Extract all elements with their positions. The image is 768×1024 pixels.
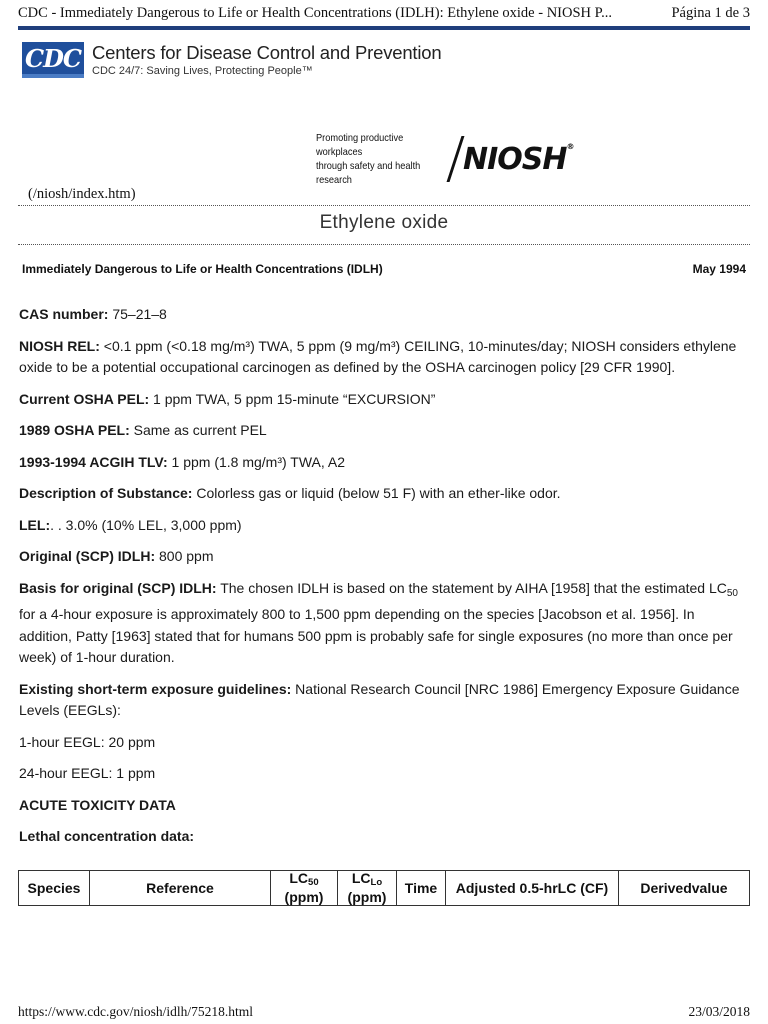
niosh-logo-text: NIOSH [463,141,567,177]
cas-label: CAS number: [19,306,109,322]
acgih-label: 1993-1994 ACGIH TLV: [19,453,168,470]
osha-1989-value: Same as current PEL [129,422,267,438]
lc50-main: LC [289,870,309,886]
cdc-banner[interactable] [22,40,441,80]
cas-value: 75–21–8 [108,306,167,322]
publication-date: May 1994 [692,262,746,276]
niosh-tagline [316,131,446,187]
col-derived: Derivedvalue [619,871,750,906]
cdc-name: Centers for Disease Control and Prevention [92,42,442,63]
niosh-index-link[interactable]: (/niosh/index.htm) [28,186,136,202]
eegl-24h: 24-hour EEGL: 1 ppm [19,765,156,781]
niosh-slash-mark [447,136,465,182]
idlh-subtitle: Immediately Dangerous to Life or Health Concentrations (IDLH) [22,262,383,276]
niosh-logo[interactable] [463,142,574,177]
original-idlh-label: Original (SCP) IDLH: [19,548,156,564]
rel-field [19,336,750,379]
osha-1989-label: 1989 OSHA PEL: [19,422,130,438]
print-header [18,0,750,26]
cdc-logo[interactable]: CDC [22,42,84,78]
col-adjusted: Adjusted 0.5-hrLC (CF) [446,871,619,906]
document-subheader [22,262,746,276]
basis-value-part2: for a 4-hour exposure is approximately 800 to 1,500 ppm depending on the species [Jacobson et al. 1956]. In addition, Patty [1963] stated that for humans 500 ppm is probably safe for single exposures (no more than once per week) of 1-hour duration. [19,606,733,665]
page-title: Ethylene oxide [319,212,449,233]
print-header-title: CDC - Immediately Dangerous to Life or Health Concentrations (IDLH): Ethylene oxide - NIOSH P... [18,4,612,21]
original-idlh-value: 800 ppm [155,548,214,564]
lc50-sub: 50 [308,877,319,888]
lethal-concentration-table [18,870,750,906]
dotted-divider-bottom [18,244,750,245]
header-divider-bar [18,26,750,30]
table-header-row [19,871,750,906]
basis-subscript: 50 [726,587,738,599]
document-body [19,304,750,858]
eegl-1h: 1-hour EEGL: 20 ppm [19,733,156,750]
short-term-field [19,679,750,722]
acute-toxicity-heading: ACUTE TOXICITY DATA [19,796,176,813]
description-field [19,483,750,505]
acgih-value: 1 ppm (1.8 mg/m³) TWA, A2 [167,453,346,470]
basis-label: Basis for original (SCP) IDLH: [19,579,217,596]
osha-pel-label: Current OSHA PEL: [19,390,150,407]
osha-pel-value: 1 ppm TWA, 5 ppm 15-minute “EXCURSION” [149,390,436,407]
rel-value: <0.1 ppm (<0.18 mg/m³) TWA, 5 ppm (9 mg/m³) CEILING, 10-minutes/day; NIOSH considers ethylene oxide to be a potential occupational carcinogen as defined by the OSHA carcinogen policy [29 CFR 1990]. [19,337,737,375]
niosh-tagline-line1: Promoting productive workplaces [316,132,404,158]
col-time: Time [397,871,446,906]
acgih-field [19,452,750,474]
lethal-concentration-heading: Lethal concentration data: [19,828,195,844]
dotted-divider-top [18,205,750,206]
niosh-logo-block[interactable] [316,132,574,186]
short-term-label: Existing short-term exposure guidelines: [19,680,292,697]
rel-label: NIOSH REL: [19,337,100,354]
lel-label: LEL: [19,516,51,533]
lclo-sub: Lo [370,877,383,888]
col-lc50 [271,871,338,906]
lc50-unit: (ppm) [284,889,324,905]
col-reference: Reference [90,871,271,906]
lclo-unit: (ppm) [347,889,387,905]
lel-field [19,515,750,537]
description-label: Description of Substance: [19,485,193,501]
short-term-value: National Research Council [NRC 1986] Emergency Exposure Guidance Levels (EEGLs): [19,680,740,718]
description-value: Colorless gas or liquid (below 51 F) with an ether-like odor. [192,485,561,501]
original-idlh-field [19,546,750,568]
col-lclo [338,871,397,906]
footer-url: https://www.cdc.gov/niosh/idlh/75218.html [18,1004,253,1019]
lclo-main: LC [351,870,371,886]
print-header-page: Página 1 de 3 [671,4,750,21]
cas-field [19,304,750,326]
niosh-tagline-line2: through safety and health research [316,160,421,186]
registered-mark: ® [566,141,574,151]
cdc-tagline: CDC 24/7: Saving Lives, Protecting People™ [92,65,313,77]
basis-field [19,578,750,669]
lel-value: . . 3.0% (10% LEL, 3,000 ppm) [50,516,242,533]
osha-pel-field [19,389,750,411]
basis-value-part1: The chosen IDLH is based on the statement by AIHA [1958] that the estimated LC [216,579,727,596]
print-footer [18,1004,750,1020]
col-species: Species [19,871,90,906]
footer-date: 23/03/2018 [688,1004,750,1019]
osha-1989-field [19,420,750,442]
